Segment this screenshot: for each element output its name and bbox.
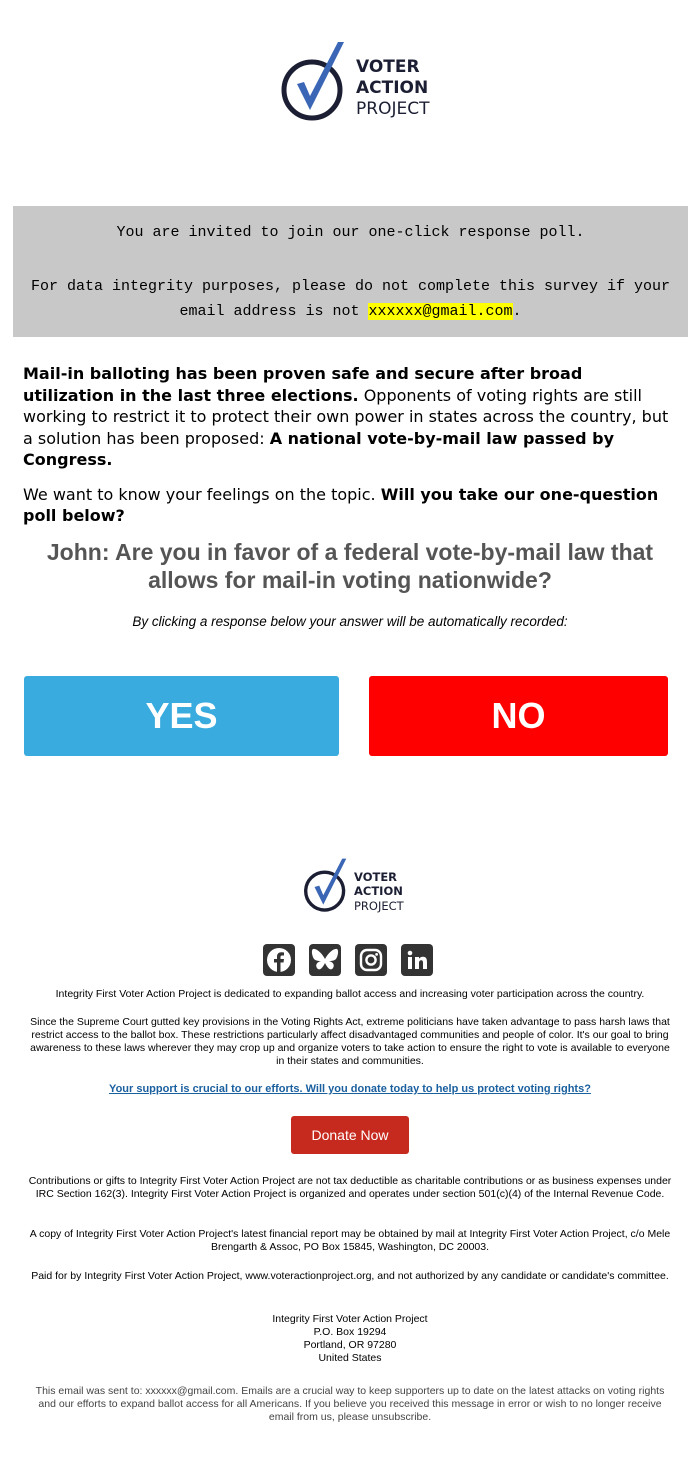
- intro-text-2: We want to know your feelings on the topic.: [23, 484, 381, 504]
- address-box: P.O. Box 19294: [313, 1326, 387, 1338]
- invite-line-2-text: For data integrity purposes, please do not complete this survey if your email address is not: [30, 278, 671, 320]
- footer-logo-word-action: ACTION: [354, 884, 403, 899]
- invite-line-1: You are invited to join our one-click response poll.: [116, 224, 585, 241]
- intro-text-1: Opponents of voting rights are still working to restrict it to protect their own power in states across the country, but a solution has been proposed:: [23, 385, 669, 448]
- facebook-icon[interactable]: [263, 944, 295, 976]
- invite-line-2-end: .: [512, 303, 522, 320]
- poll-question: John: Are you in favor of a federal vote-by-mail law that allows for mail-in voting nationwide?: [46, 539, 654, 593]
- intro-paragraph-1: [23, 363, 678, 471]
- footer-logo: [303, 855, 404, 915]
- instagram-icon[interactable]: [355, 944, 387, 976]
- no-button[interactable]: NO: [369, 676, 668, 756]
- logo-word-action: ACTION: [356, 77, 429, 98]
- intro-bold-1: Mail-in balloting has been proven safe and secure after broad utilization in the last three elections.: [23, 364, 583, 405]
- poll-disclaimer: By clicking a response below your answer will be automatically recorded:: [132, 614, 568, 629]
- address-country: United States: [318, 1352, 382, 1364]
- footer-mission: Integrity First Voter Action Project is dedicated to expanding ballot access and increasing voter participation across the country.: [55, 988, 645, 1000]
- checkmark-logo-icon: [280, 38, 348, 124]
- header-logo: [280, 38, 429, 124]
- invite-box: [13, 206, 688, 337]
- address-city: Portland, OR 97280: [303, 1339, 397, 1351]
- logo-word-project: PROJECT: [356, 98, 430, 119]
- footer-court: Since the Supreme Court gutted key provisions in the Voting Rights Act, extreme politicians have taken advantage to pass harsh laws that restrict access to the ballot box. These restrictions particularly affect disadvantaged communities and people of color. It's our goal to bring awareness to these laws wherever they may crop up and organize voters to take action to ensure the right to vote is available to everyone in their states and communities.: [30, 1016, 670, 1067]
- intro-bold-3: Will you take our one-question poll below?: [23, 484, 659, 525]
- address-org: Integrity First Voter Action Project: [272, 1313, 428, 1325]
- footer-logo-word-voter: VOTER: [354, 869, 398, 884]
- intro-bold-2: A national vote-by-mail law passed by Congress.: [23, 428, 614, 469]
- linkedin-icon[interactable]: [401, 944, 433, 976]
- footer-checkmark-logo-icon: [303, 855, 349, 915]
- yes-button[interactable]: YES: [24, 676, 339, 756]
- logo-word-voter: VOTER: [356, 56, 420, 77]
- footer-logo-word-project: PROJECT: [354, 898, 404, 913]
- invite-line-2: [23, 274, 678, 324]
- footer-tax: Contributions or gifts to Integrity First Voter Action Project are not tax deductible as charitable contributions or as business expenses under IRC Section 162(3). Integrity First Voter Action Project is organized and operates under section 501(c)(4) of the Internal Revenue Code.: [28, 1175, 672, 1200]
- footer-report: A copy of Integrity First Voter Action Project's latest financial report may be obtained by mail at Integrity First Voter Action Project, c/o Mele Brengarth & Assoc, PO Box 15845, Washington, DC 20003.: [29, 1228, 671, 1253]
- intro-paragraph-2: [23, 484, 678, 527]
- footer-paid-for: Paid for by Integrity First Voter Action Project, www.voteractionproject.org, and not authorized by any candidate or candidate's committee.: [31, 1270, 669, 1282]
- invite-email[interactable]: xxxxxx@gmail.com: [368, 303, 513, 320]
- intro-text: [23, 363, 678, 540]
- support-link[interactable]: Your support is crucial to our efforts. Will you donate today to help us protect voting rights?: [109, 1083, 591, 1095]
- donate-button[interactable]: Donate Now: [291, 1116, 409, 1154]
- social-links: [263, 944, 433, 976]
- footer-sent-notice: This email was sent to: xxxxxx@gmail.com. Emails are a crucial way to keep supporters up to date on the latest attacks on voting rights and our efforts to expand ballot access for all Americans. If you believe you received this message in error or wish to no longer receive email from us, please unsubscribe.: [35, 1385, 665, 1423]
- bluesky-icon[interactable]: [309, 944, 341, 976]
- footer-address: [26, 1313, 674, 1365]
